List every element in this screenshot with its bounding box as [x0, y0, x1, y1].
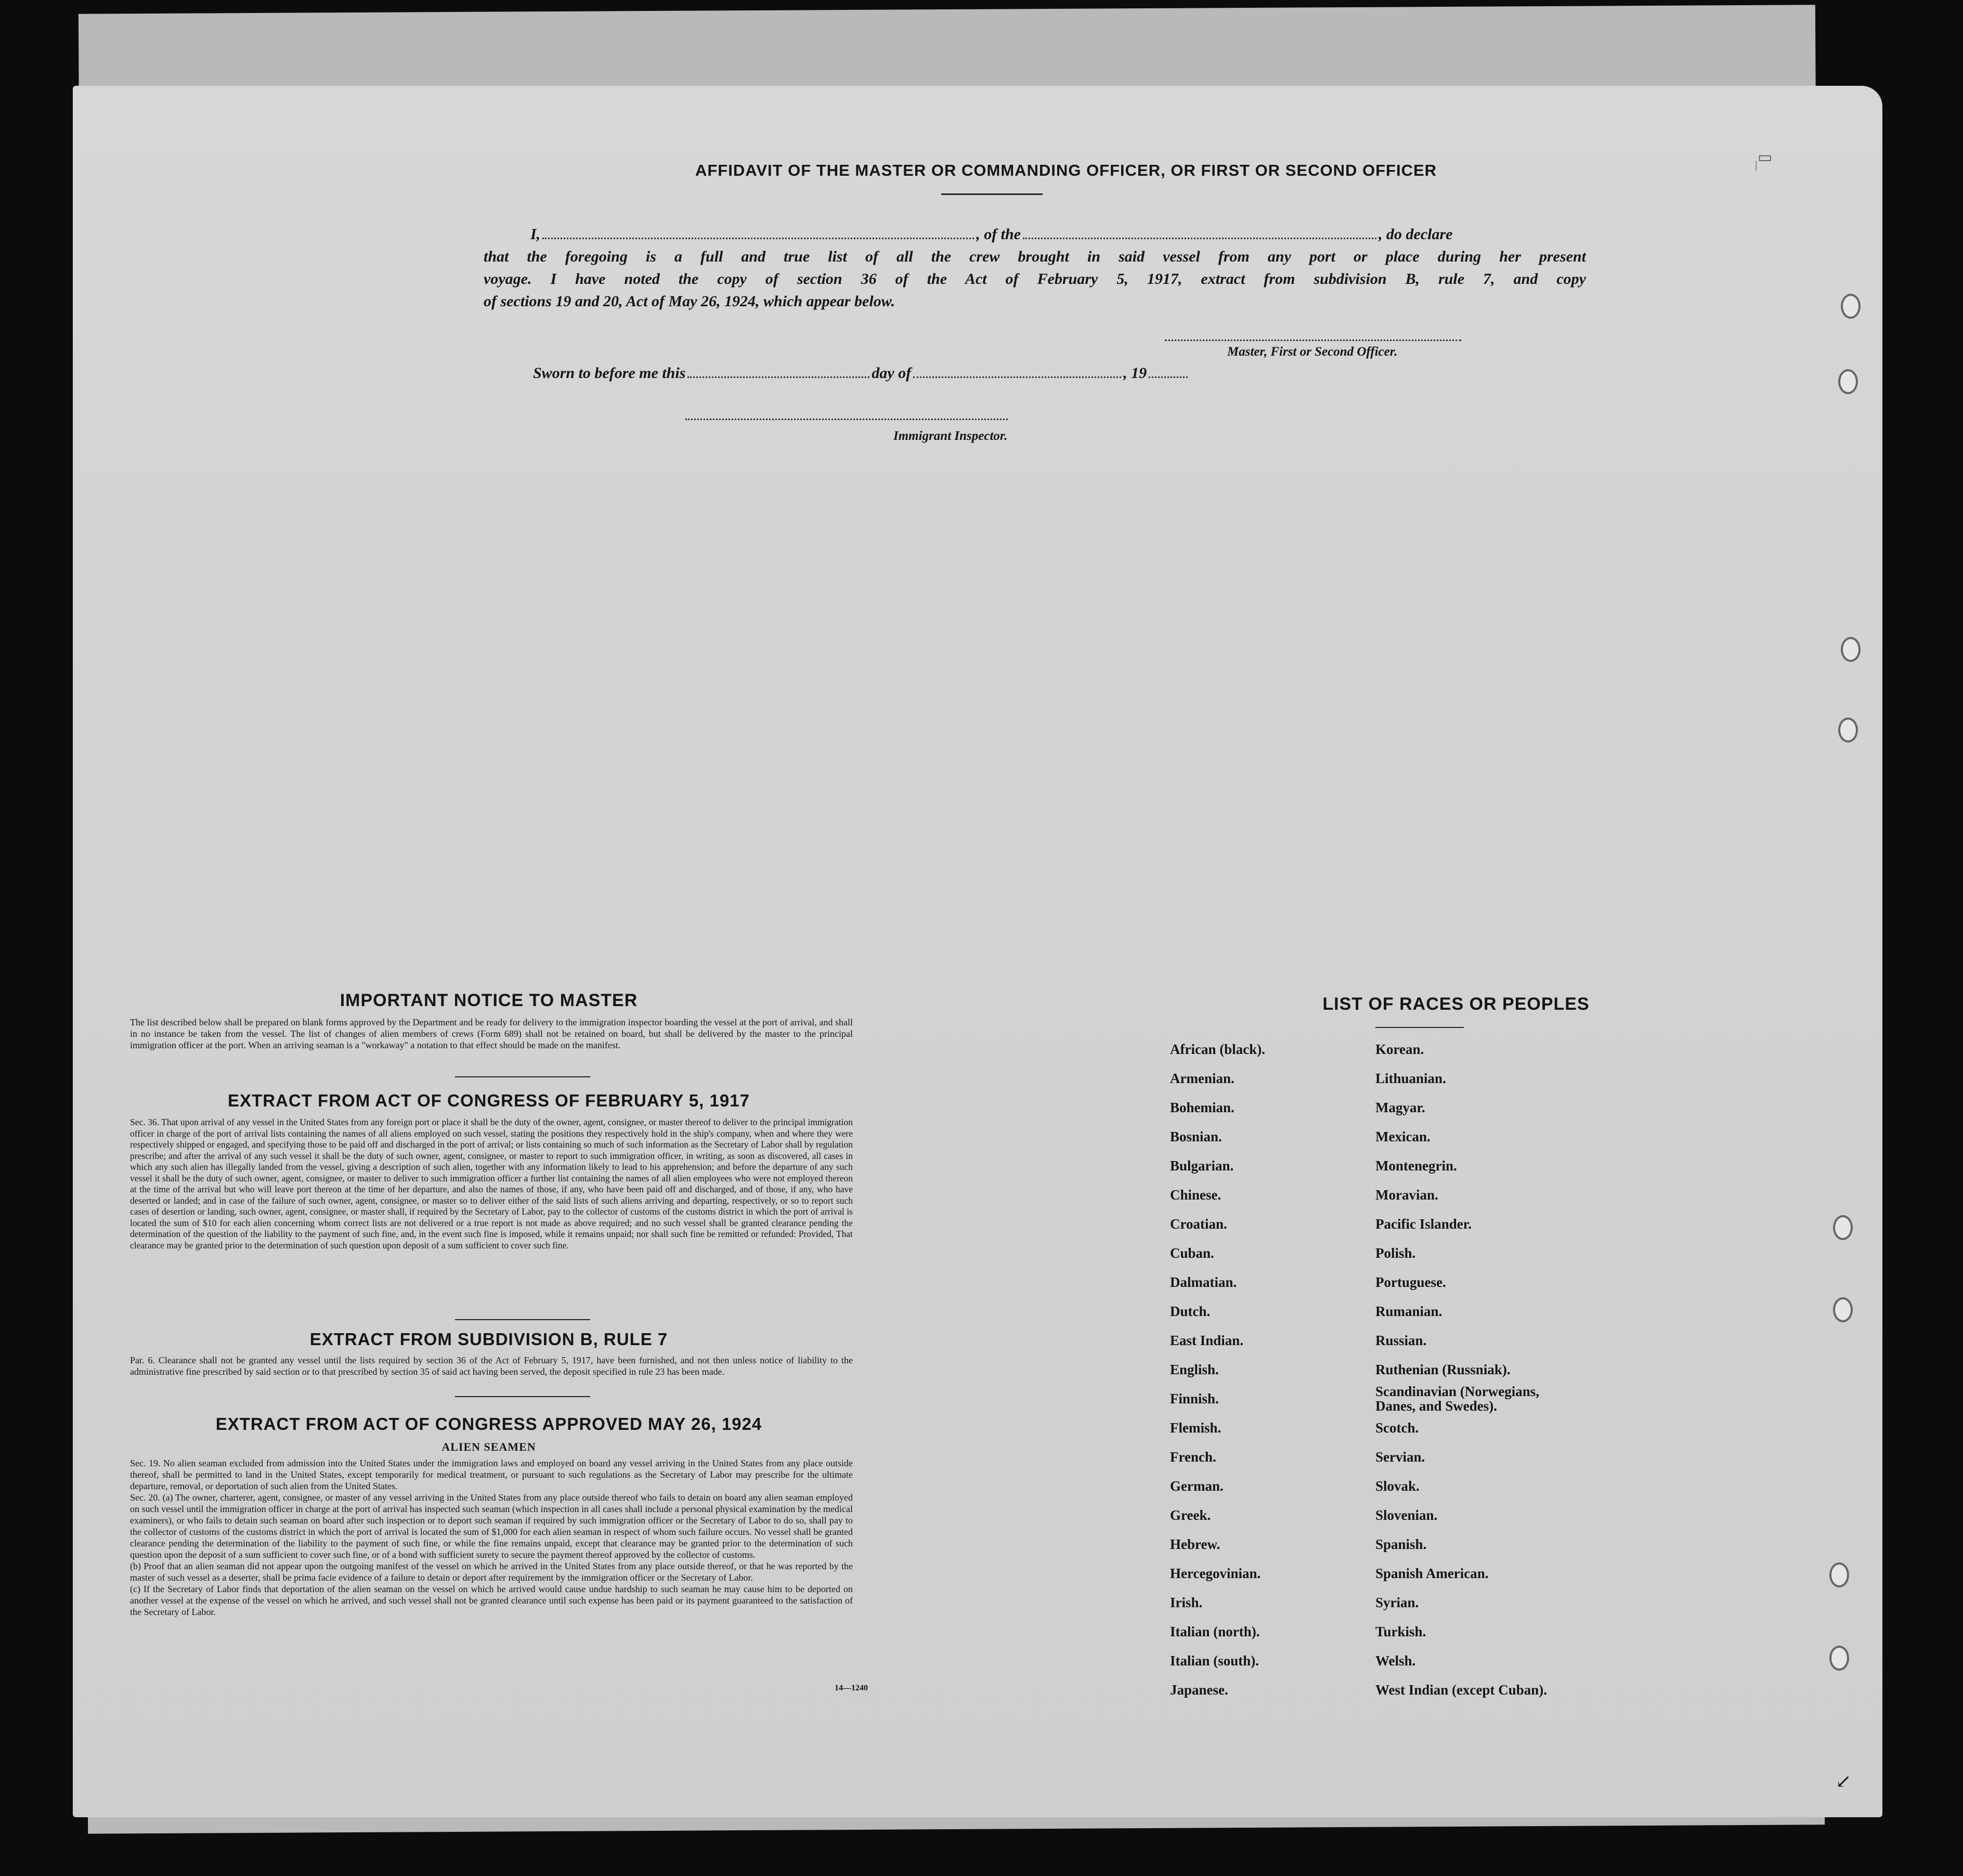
race-item: Slovak.: [1375, 1478, 1420, 1494]
punch-hole: [1833, 1215, 1853, 1240]
extract-1924-title: EXTRACT FROM ACT OF CONGRESS APPROVED MAY 26, 1924: [215, 1414, 762, 1434]
sworn-month-blank[interactable]: [913, 376, 1121, 378]
extract-1917-title: EXTRACT FROM ACT OF CONGRESS OF FEBRUARY 5, 1917: [228, 1091, 750, 1110]
sworn-line: [533, 364, 1190, 382]
race-item: Greek.: [1170, 1507, 1211, 1523]
alien-seamen-subtitle: ALIEN SEAMEN: [441, 1440, 536, 1453]
race-item: East Indian.: [1170, 1333, 1244, 1348]
race-item: Spanish.: [1375, 1536, 1427, 1552]
race-item: Turkish.: [1375, 1624, 1426, 1639]
race-item: African (black).: [1170, 1041, 1265, 1057]
i-label: I,: [530, 226, 541, 243]
sworn-label: Sworn to before me this: [533, 364, 686, 382]
race-item: Cuban.: [1170, 1245, 1214, 1261]
race-item: Scandinavian (Norwegians, Danes, and Swedes).: [1375, 1384, 1540, 1414]
sec19-text: Sec. 19. No alien seaman excluded from admission into the United States under the immigration laws and employed on board any vessel arriving in the United States from any place outside thereof, shall be permitted to land in the United States, except temporarily for medical treatment, or pursuant to such regulations as the Secretary of Labor may prescribe for the ultimate departure, removal, or deportation of such alien from the United States.: [130, 1458, 853, 1491]
declaration-line-3: voyage. I have noted the copy of section 36 of the Act of February 5, 1917, extract from subdivision B, rule 7, and copy: [484, 270, 1586, 288]
race-item: Russian.: [1375, 1333, 1427, 1348]
race-item: Syrian.: [1375, 1595, 1419, 1610]
master-signature-line[interactable]: [1165, 340, 1461, 341]
race-item: Welsh.: [1375, 1653, 1416, 1669]
race-item: Moravian.: [1375, 1187, 1438, 1203]
declaration-line-2: that the foregoing is a full and true list of all the crew brought in said vessel from any port or place during her present: [484, 248, 1586, 265]
race-item: Ruthenian (Russniak).: [1375, 1362, 1511, 1377]
punch-hole: [1841, 294, 1861, 319]
scan-mark: ↙: [1836, 1771, 1852, 1792]
races-divider: [1375, 1027, 1464, 1028]
extract-rule7-body: Par. 6. Clearance shall not be granted any vessel until the lists required by section 36 of the Act of February 5, 1917, have been furnished, and not then unless notice of liability to the administrative fine prescribed by said section or to that prescribed by section 35 of said act having been served, the deposit specified in rule 23 has been made.: [130, 1355, 853, 1377]
race-item: Bohemian.: [1170, 1100, 1234, 1115]
race-item: Hebrew.: [1170, 1536, 1220, 1552]
race-item: Flemish.: [1170, 1420, 1221, 1436]
sworn-day-blank[interactable]: [687, 376, 869, 378]
race-item: Portuguese.: [1375, 1274, 1446, 1290]
race-item: English.: [1170, 1362, 1219, 1377]
race-item: Korean.: [1375, 1041, 1424, 1057]
race-item: Chinese.: [1170, 1187, 1221, 1203]
declaration-line-1: [484, 223, 1586, 245]
day-of-label: day of: [872, 364, 912, 382]
race-item: Polish.: [1375, 1245, 1416, 1261]
race-item: Japanese.: [1170, 1682, 1228, 1698]
inspector-label: Immigrant Inspector.: [893, 429, 1008, 443]
race-item: Magyar.: [1375, 1100, 1425, 1115]
race-item: West Indian (except Cuban).: [1375, 1682, 1548, 1698]
do-declare-label: , do declare: [1379, 226, 1453, 243]
races-title: LIST OF RACES OR PEOPLES: [1322, 994, 1590, 1014]
master-name-blank[interactable]: [542, 238, 974, 239]
affidavit-declaration: [484, 223, 1586, 312]
race-item: Bulgarian.: [1170, 1158, 1234, 1174]
of-the-label: , of the: [976, 226, 1021, 243]
rule7-divider: [455, 1396, 590, 1397]
race-item: Italian (south).: [1170, 1653, 1259, 1669]
extract-1917-body: Sec. 36. That upon arrival of any vessel in the United States from any foreign port or place it shall be the duty of the owner, agent, consignee, or master thereof to deliver to the principal immigration officer in charge of the port of arrival lists containing the names of all aliens employed on such vessel, stating the positions they respectively hold in the ship's company, when and where they were respectively shipped or engaged, and specifying those to be paid off and discharged in the port of arrival; or lists containing so much of such information as the Secretary of Labor shall by regulation prescribe; and after the arrival of any such vessel it shall be the duty of such owner, agent, consignee, or master to report to such immigration officer, in writing, as soon as discovered, all cases in which any such alien has illegally landed from the vessel, giving a description of such alien, together with any information likely to lead to his apprehension; and before the departure of any such vessel it shall be the duty of such owner, agent, consignee, or master to deliver to such immigration officer a further list containing the names of all alien employees who were not employed thereon at the time of the arrival but who will leave port thereon at the time of her departure, and also the names of those, if any, who have been paid off and discharged, and of those, if any, who have deserted or landed; and in case of the failure of such owner, agent, consignee, or master so to deliver either of the said lists of such aliens arriving and departing, respectively, or so to report such cases of desertion or landing, such owner, agent, consignee, or master shall, if required by the Secretary of Labor, pay to the collector of customs of the customs district in which the port of arrival is located the sum of $10 for each alien concerning whom correct lists are not delivered or a true report is not made as above required; and no such vessel shall be granted clearance pending the determination of the question of the liability to the payment of such fine, and, in the event such fine is imposed, while it remains unpaid; nor shall such fine be remitted or refunded: Provided, That clearance may be granted prior to the determination of such question upon deposit of a sum sufficient to cover such fine.: [130, 1117, 853, 1250]
sworn-year-blank[interactable]: [1149, 376, 1188, 378]
sec20a-text: Sec. 20. (a) The owner, charterer, agent, consignee, or master of any vessel arriving in the United States from any place outside thereof who fails to detain on board any alien seaman employed on such vessel until the immigration officer in charge at the port of arrival has inspected such seaman (which inspection in all cases shall include a personal physical examination by the medical examiners), or who fails to detain such seaman on board after such inspection or to deport such seaman if required by such immigration officer or the Secretary of Labor to do so, shall pay to the collector of customs of the customs district in which the port of arrival is located the sum of $1,000 for each alien seaman in respect of whom such failure occurs. No vessel shall be granted clearance pending the determination of the liability to the payment of such fine, or while the fine remains unpaid, except that clearance may be granted prior to the determination of such question upon the deposit of a sum sufficient to cover such fine, or of a bond with sufficient surety to secure the payment thereof approved by the collector of customs.: [130, 1492, 853, 1560]
declaration-line-4: of sections 19 and 20, Act of May 26, 1924, which appear below.: [484, 293, 895, 310]
sec20c-text: (c) If the Secretary of Labor finds that deportation of the alien seaman on the vessel on which he arrived would cause undue hardship to such seaman he may cause him to be deported on another vessel at the expense of the vessel on which he arrived, and such vessel shall not be granted clearance until such expense has been paid or its payment guaranteed to the satisfaction of the Secretary of Labor.: [130, 1584, 853, 1617]
race-item: Scotch.: [1375, 1420, 1419, 1436]
race-item: Finnish.: [1170, 1391, 1219, 1406]
document-page: [73, 86, 1882, 1817]
title-divider: [941, 193, 1043, 195]
punch-hole: [1838, 718, 1858, 742]
race-item: Pacific Islander.: [1375, 1216, 1472, 1232]
punch-hole: [1829, 1646, 1849, 1671]
master-signature-label: Master, First or Second Officer.: [1227, 345, 1398, 359]
race-item: Rumanian.: [1375, 1304, 1442, 1319]
race-item: Italian (north).: [1170, 1624, 1260, 1639]
races-right-column: [1375, 1035, 1646, 1704]
races-left-column: [1170, 1035, 1368, 1704]
race-item: Armenian.: [1170, 1071, 1234, 1086]
race-item: Irish.: [1170, 1595, 1203, 1610]
punch-hole: [1841, 637, 1861, 662]
race-item: German.: [1170, 1478, 1224, 1494]
form-number: 14—1240: [835, 1684, 868, 1692]
race-item: Slovenian.: [1375, 1507, 1438, 1523]
race-item: Mexican.: [1375, 1129, 1431, 1144]
race-item: Bosnian.: [1170, 1129, 1222, 1144]
sec20b-text: (b) Proof that an alien seaman did not appear upon the outgoing manifest of the vessel on which he arrived in the United States from any place outside thereof, or that he was reported by the master of such vessel as a deserter, shall be prima facie evidence of a failure to detain or deport after requirement by the immigration officer or the Secretary of Labor.: [130, 1561, 853, 1583]
race-item: Servian.: [1375, 1449, 1425, 1465]
year-prefix: , 19: [1123, 364, 1147, 382]
race-item: Croatian.: [1170, 1216, 1227, 1232]
notice-title: IMPORTANT NOTICE TO MASTER: [340, 991, 638, 1010]
inspector-signature-line[interactable]: [685, 419, 1008, 420]
race-item: Hercegovinian.: [1170, 1566, 1261, 1581]
punch-hole: [1833, 1297, 1853, 1322]
corner-mark: |: [1755, 159, 1758, 172]
punch-hole: [1829, 1562, 1849, 1587]
race-item: Dutch.: [1170, 1304, 1211, 1319]
stamp-mark: ▭: [1758, 149, 1773, 166]
race-item: Lithuanian.: [1375, 1071, 1446, 1086]
punch-hole: [1838, 369, 1858, 394]
affidavit-title: AFFIDAVIT OF THE MASTER OR COMMANDING OFFICER, OR FIRST OR SECOND OFFICER: [695, 161, 1437, 179]
notice-body: The list described below shall be prepared on blank forms approved by the Department and be ready for delivery to the immigration inspector boarding the vessel at the port of arrival, and shall in no instance be taken from the vessel. The list of changes of alien members of crews (Form 689) shall not be retained on board, but shall be delivered by the master to the principal immigration officer at the port. When an arriving seaman is a "workaway" a notation to that effect should be made on the manifest.: [130, 1017, 853, 1050]
notice-divider: [455, 1076, 590, 1077]
extract-1924-body: [130, 1457, 853, 1618]
extract-1917-divider: [455, 1319, 590, 1320]
vessel-name-blank[interactable]: [1023, 238, 1376, 239]
race-item: French.: [1170, 1449, 1216, 1465]
extract-rule7-title: EXTRACT FROM SUBDIVISION B, RULE 7: [309, 1330, 668, 1349]
race-item: Dalmatian.: [1170, 1274, 1237, 1290]
race-item: Montenegrin.: [1375, 1158, 1457, 1174]
race-item: Spanish American.: [1375, 1566, 1489, 1581]
